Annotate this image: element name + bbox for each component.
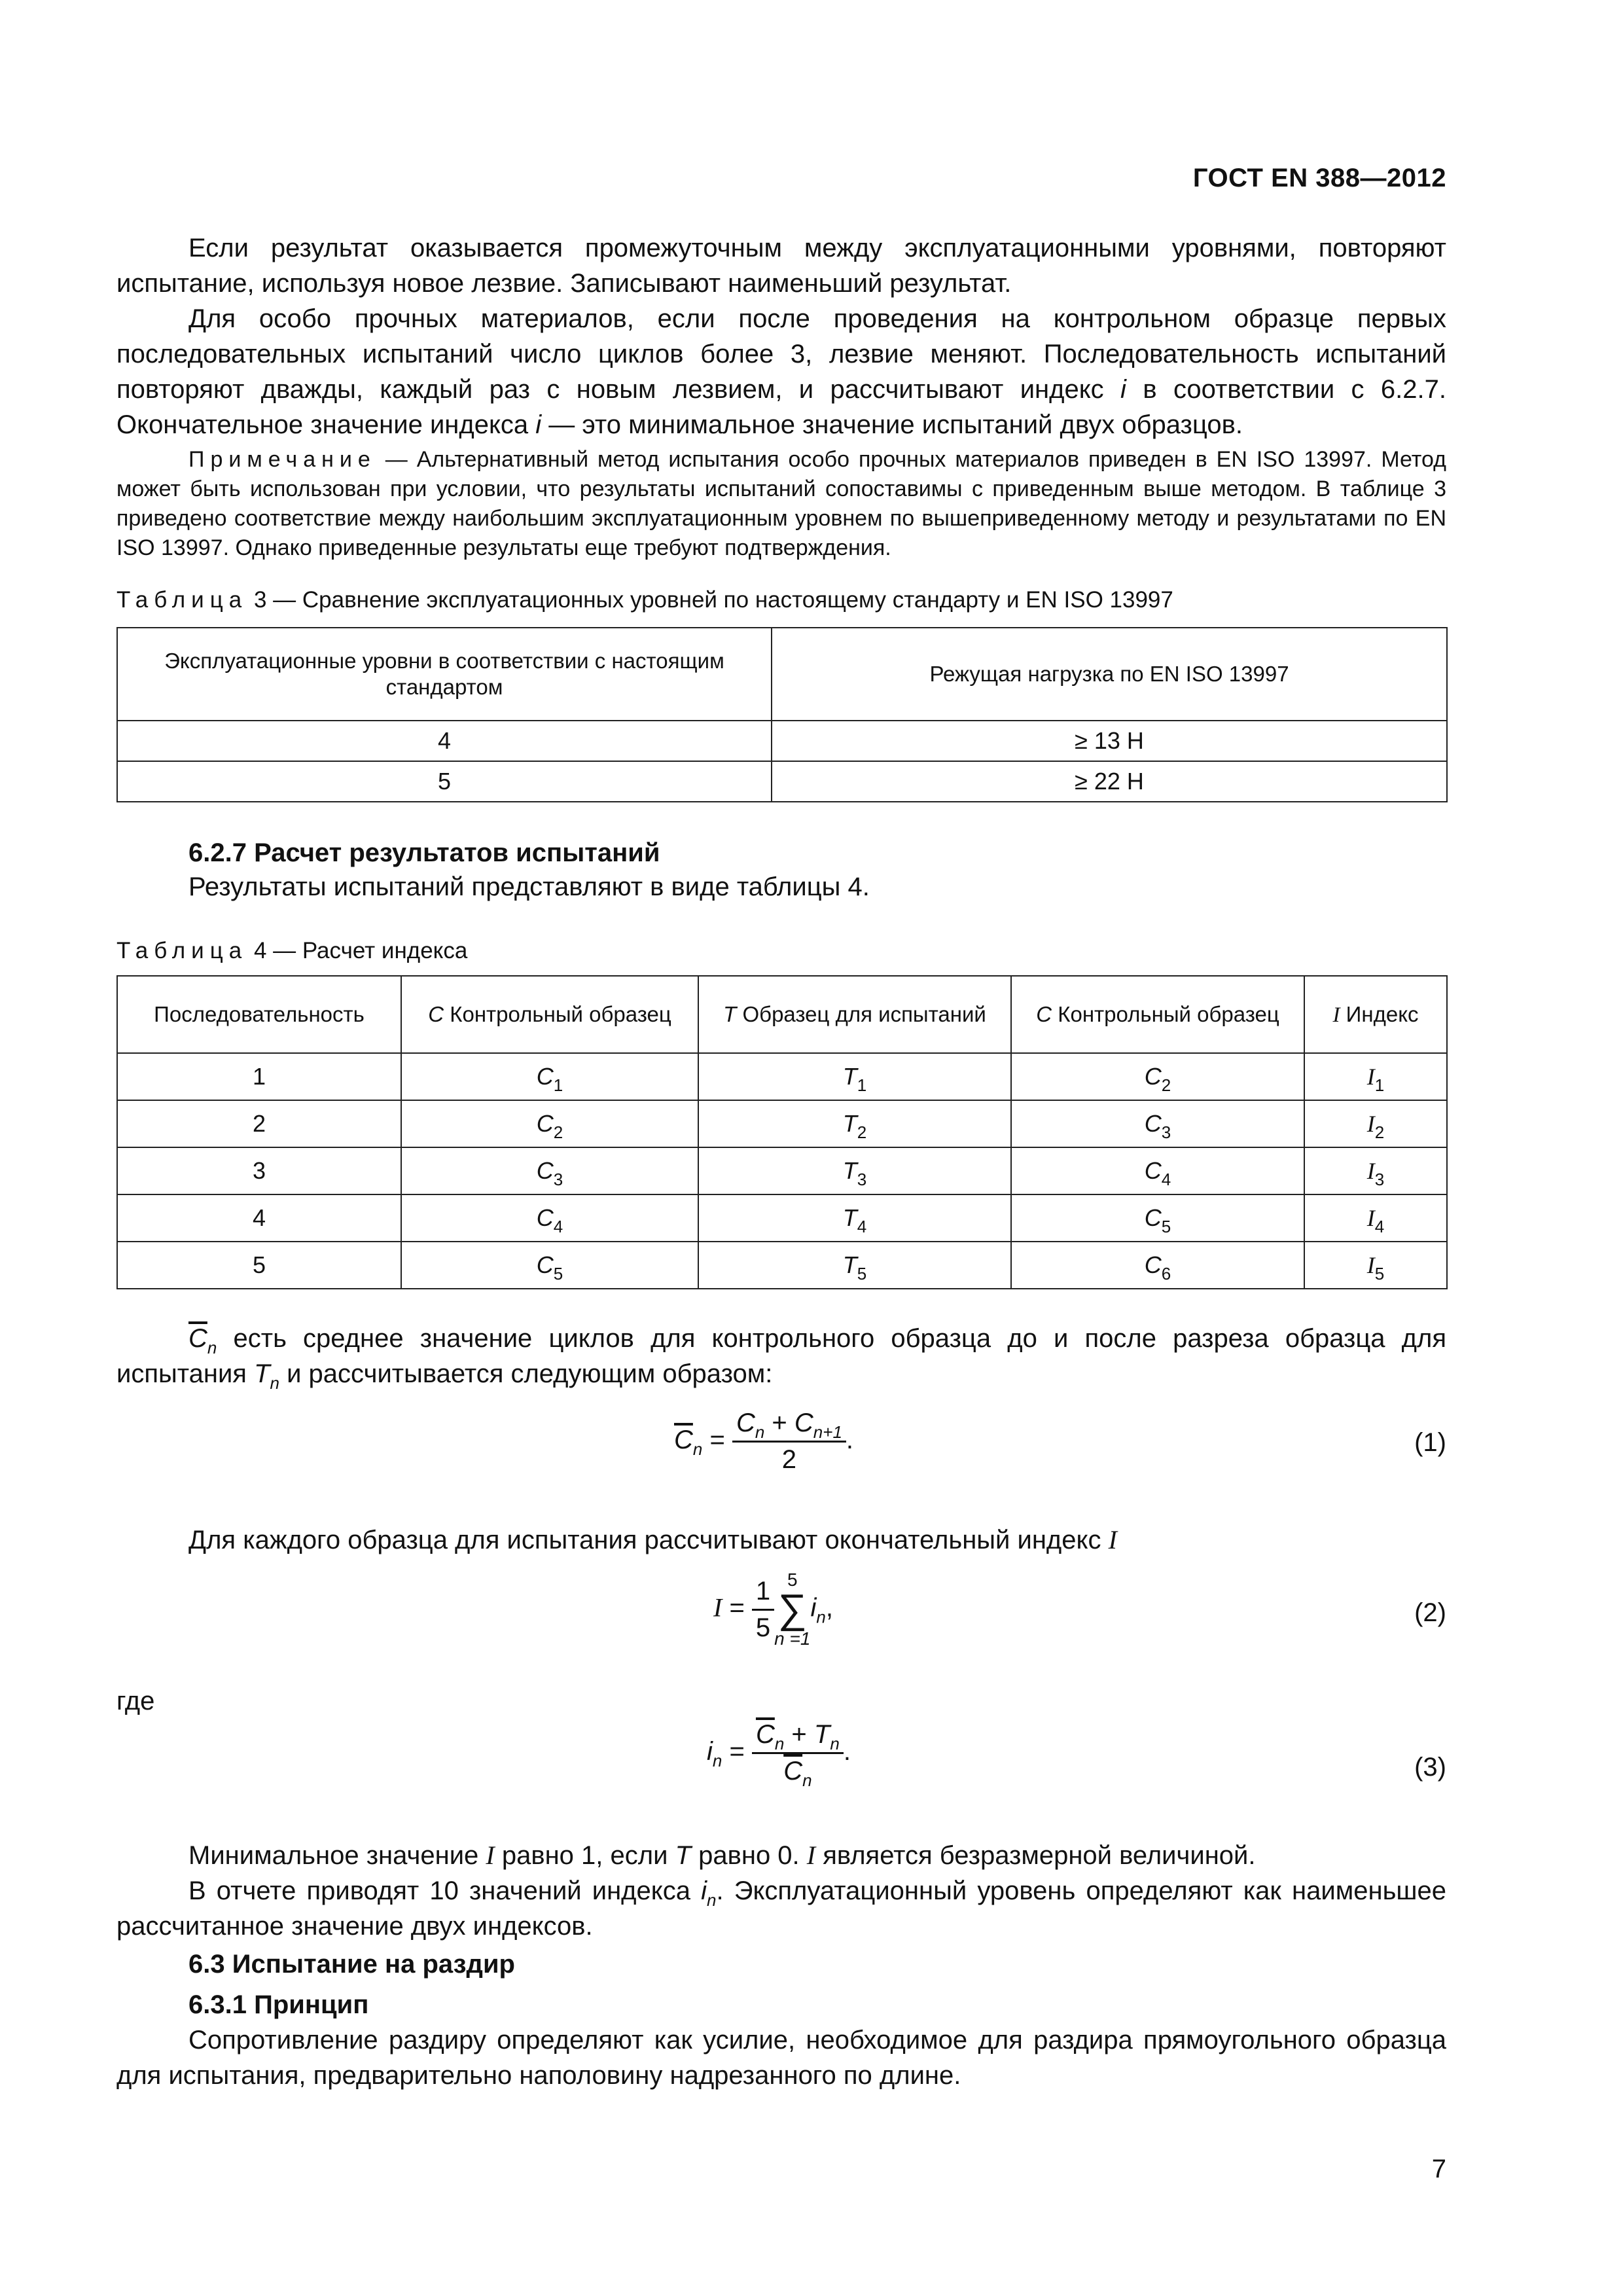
table4-cell-c: $C_2$: [401, 1100, 698, 1147]
table4-cell-t: $T_3$: [698, 1147, 1011, 1194]
table4-cell-t: $T_2$: [698, 1100, 1011, 1147]
table-row: [117, 1242, 1447, 1289]
table4-header-control2: C Контрольный образец: [1011, 976, 1304, 1053]
note-label: Примечание: [188, 447, 376, 472]
formula-2: I = $\frac{1}{5}$ 5 ∑ n =1 $i_n$,: [713, 1570, 833, 1649]
table4-cell-seq: 2: [117, 1100, 401, 1147]
formula-2-number: (2): [1414, 1598, 1446, 1627]
table4-cell-seq: 1: [117, 1053, 401, 1100]
note-alternative-method: Примечание — Альтернативный метод испытания особо прочных материалов приведен в EN ISO 13997. Метод может быть использован при условии, что результаты испытаний сопоставимы с приведенным выше методом. В таблице 3 приведено соответствие между наибольшим эксплуатационным уровнем по вышеприведенному методу и результатами по EN ISO 13997. Однако приведенные результаты еще требуют подтверждения.: [116, 447, 1446, 560]
table3-cell: 5: [117, 761, 772, 802]
table3-header-load: Режущая нагрузка по EN ISO 13997: [772, 628, 1447, 721]
table4-cell-c: $C_4$: [401, 1194, 698, 1242]
section-627-text: Результаты испытаний представляют в виде таблицы 4.: [188, 872, 870, 901]
table4-caption: Таблица 4 — Расчет индекса: [116, 938, 468, 963]
formula-1-number: (1): [1414, 1428, 1446, 1457]
table3-caption: Таблица 3 — Сравнение эксплуатационных уровней по настоящему стандарту и EN ISO 13997: [116, 587, 1173, 613]
paragraph-mean-definition: $\overline{C}_n$ есть среднее значение циклов для контрольного образца до и после разреза образца для испытания $T_n$ и рассчитывается следующим образом:: [116, 1324, 1446, 1393]
paragraph-final-index: Для каждого образца для испытания рассчитывают окончательный индекс I: [188, 1525, 1117, 1554]
table4-cell-seq: 3: [117, 1147, 401, 1194]
paragraph-intermediate-result: Если результат оказывается промежуточным между эксплуатационными уровнями, повторяют испытание, используя новое лезвие. Записывают наименьший результат.: [116, 234, 1446, 298]
table4-cell-i: $I_1$: [1304, 1053, 1447, 1100]
table4-header-control1: C Контрольный образец: [401, 976, 698, 1053]
table4-header-row: [117, 976, 1447, 1053]
table-row: [117, 1194, 1447, 1242]
table-row: [117, 1053, 1447, 1100]
table4-cell-i: $I_4$: [1304, 1194, 1447, 1242]
formula-3: $i_n$ = $\frac{\overline{C}_n + T_n}{\overline{C}_n}$ .: [707, 1720, 851, 1790]
table4-cell-t: $T_4$: [698, 1194, 1011, 1242]
table3-cell: ≥ 22 Н: [772, 761, 1447, 802]
table-row: [117, 1147, 1447, 1194]
table-row: [117, 1100, 1447, 1147]
formula-3-number: (3): [1414, 1753, 1446, 1782]
table4-cell-i: $I_5$: [1304, 1242, 1447, 1289]
table3: [116, 627, 1448, 802]
table4: [116, 975, 1448, 1289]
table4-header-index: I Индекс: [1304, 976, 1447, 1053]
table4-cell-seq: 4: [117, 1194, 401, 1242]
table4-cell-c: $C_5$: [401, 1242, 698, 1289]
table4-cell-i: $I_3$: [1304, 1147, 1447, 1194]
table-row: [117, 761, 1447, 802]
paragraph-strong-materials: Для особо прочных материалов, если после проведения на контрольном образце первых последовательных испытаний число циклов более 3, лезвие меняют. Последовательность испытаний повторяют дважды, каждый раз с новым лезвием, и рассчитывают индекс i в соответствии с 6.2.7. Окончательное значение индекса i — это минимальное значение испытаний двух образцов.: [116, 304, 1447, 439]
page-number: 7: [1431, 2155, 1446, 2183]
paragraph-min-value: Минимальное значение I равно 1, если T равно 0. I является безразмерной величиной.: [188, 1840, 1256, 1870]
table-row: [117, 721, 1447, 761]
where-label: где: [116, 1687, 155, 1715]
table4-cell-t: $T_1$: [698, 1053, 1011, 1100]
table4-cell-c2: $C_5$: [1011, 1194, 1304, 1242]
section-heading-63: 6.3 Испытание на раздир: [188, 1950, 515, 1979]
table4-header-sample: T Образец для испытаний: [698, 976, 1011, 1053]
table4-cell-c2: $C_2$: [1011, 1053, 1304, 1100]
table4-cell-c2: $C_3$: [1011, 1100, 1304, 1147]
table3-cell: 4: [117, 721, 772, 761]
section-heading-627: 6.2.7 Расчет результатов испытаний: [188, 838, 660, 867]
table4-cell-c: $C_3$: [401, 1147, 698, 1194]
table4-cell-i: $I_2$: [1304, 1100, 1447, 1147]
paragraph-tear-principle: Сопротивление раздиру определяют как усилие, необходимое для раздира прямоугольного образца для испытания, предварительно наполовину надрезанного по длине.: [116, 2026, 1446, 2090]
table3-header-levels: Эксплуатационные уровни в соответствии с настоящим стандартом: [117, 628, 772, 721]
formula-1: $\overline{C}_n$ = $\frac{C_n + C_{n+1}}{2}$ .: [674, 1408, 854, 1474]
section-heading-631: 6.3.1 Принцип: [188, 1990, 369, 2019]
paragraph-report: В отчете приводят 10 значений индекса $i_n$. Эксплуатационный уровень определяют как наименьшее рассчитанное значение двух индексов.: [116, 1876, 1446, 1941]
document-code: ГОСТ EN 388—2012: [1192, 164, 1446, 192]
table4-cell-c2: $C_4$: [1011, 1147, 1304, 1194]
table4-header-seq: Последовательность: [117, 976, 401, 1053]
table3-header-row: [117, 628, 1447, 721]
table4-cell-t: $T_5$: [698, 1242, 1011, 1289]
sigma-icon: ∑: [777, 1587, 807, 1632]
table4-cell-c: $C_1$: [401, 1053, 698, 1100]
table4-cell-c2: $C_6$: [1011, 1242, 1304, 1289]
table4-cell-seq: 5: [117, 1242, 401, 1289]
table3-cell: ≥ 13 Н: [772, 721, 1447, 761]
